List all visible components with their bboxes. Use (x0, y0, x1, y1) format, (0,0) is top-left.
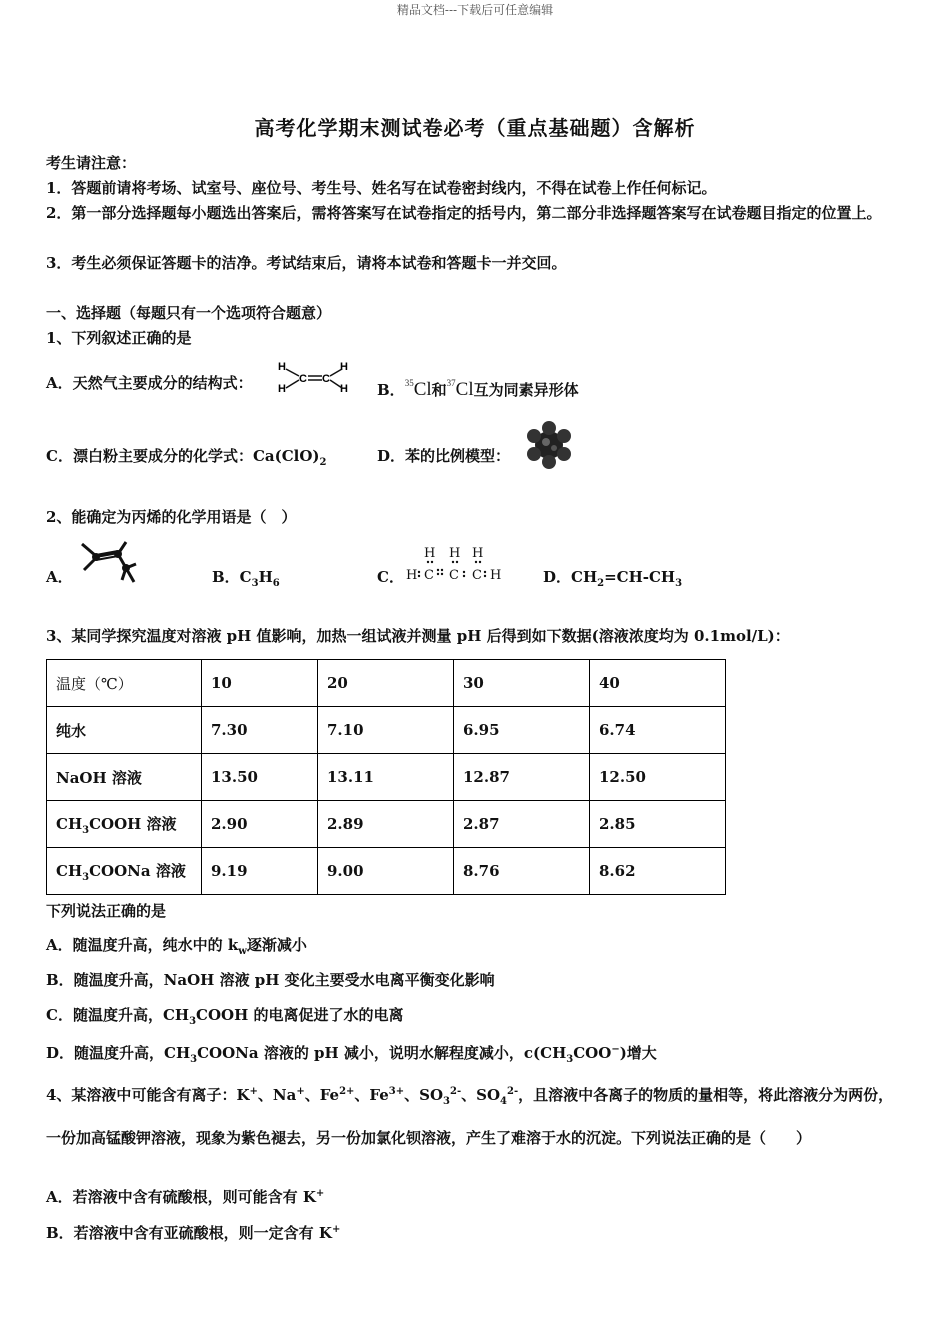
q4-sup: 3+ (388, 1086, 405, 1097)
document-title: 高考化学期末测试卷必考（重点基础题）含解析 (254, 116, 696, 140)
q3-option-a-sub: w (238, 946, 247, 957)
q2-option-d-sub2: 3 (675, 578, 683, 589)
q1-option-c (46, 445, 326, 474)
q3-option-a-post: 逐渐减小 (246, 936, 307, 954)
q4-option-a-sup: + (315, 1188, 325, 1199)
q3-option-d (46, 1039, 657, 1071)
svg-text:C: C (299, 373, 307, 385)
table-cell: 7.30 (202, 707, 318, 754)
table-cell: 12.50 (590, 754, 726, 801)
q4-text: 、Fe (354, 1086, 389, 1104)
q4-option-b-sup: + (331, 1224, 341, 1235)
table-cell: 温度（℃） (47, 660, 202, 707)
question-2-stem: 2、能确定为丙烯的化学用语是（ ） (46, 508, 297, 526)
question-3-ask: 下列说法正确的是 (46, 902, 167, 920)
q4-sub: 3 (443, 1096, 451, 1107)
svg-text:H: H (340, 383, 348, 395)
q3-option-d-pre: D．随温度升高，CH (46, 1044, 191, 1062)
q3-option-c (46, 1004, 404, 1033)
benzene-model-image (524, 420, 574, 470)
svg-text:H: H (278, 383, 286, 395)
cell-text: CH (56, 814, 83, 833)
q1-option-c-text: C．漂白粉主要成分的化学式：Ca(ClO) (46, 447, 320, 465)
table-cell: 6.95 (454, 707, 590, 754)
q2-option-d (543, 566, 682, 595)
isotope-37-symbol: Cl (455, 379, 474, 400)
svg-text:H: H (472, 546, 484, 561)
propene-ball-stick-image (74, 538, 142, 586)
q2-option-d-pre: D．CH (543, 568, 598, 586)
q4-text: ，且溶液中各离子的物质的量相等，将此溶液分为两份，一份加高锰酸钾溶液，现象为紫色褪去，另一份加氯化钡溶液，产生了难溶于水的沉淀。下列说法正确的是（ ） (46, 1086, 894, 1147)
q2-option-b (212, 566, 280, 595)
q1-option-a: A．天然气主要成分的结构式： (46, 374, 253, 392)
cell-text: CH (56, 861, 83, 880)
q4-text: 、SO (404, 1086, 444, 1104)
q2-option-b-pre: B．C (212, 568, 252, 586)
table-cell: 30 (454, 660, 590, 707)
q4-text: 、Na (257, 1086, 297, 1104)
q3-option-b: B．随温度升高，NaOH 溶液 pH 变化主要受水电离平衡变化影响 (46, 971, 495, 989)
svg-text:C: C (449, 568, 459, 583)
table-cell: 12.87 (454, 754, 590, 801)
svg-text:H: H (406, 568, 418, 583)
notice-item-3: 3．考生必须保证答题卡的洁净。考试结束后，请将本试卷和答题卡一并交回。 (46, 254, 567, 272)
propene-electron-formula-image (404, 543, 504, 585)
q1-option-b (377, 372, 579, 401)
q2-option-b-sub2: 6 (272, 578, 280, 589)
q4-sup: 2+ (339, 1086, 355, 1097)
question-3-stem: 3、某同学探究温度对溶液 pH 值影响，加热一组试液并测量 pH 后得到如下数据(溶液浓度均为 0.1mol/L)： (46, 627, 790, 645)
table-cell: 9.00 (318, 848, 454, 895)
table-cell (47, 801, 202, 848)
q3-option-a-pre: A．随温度升高，纯水中的 k (46, 936, 239, 954)
ph-data-table (46, 659, 726, 895)
q4-text: 、Fe (304, 1086, 340, 1104)
table-cell: 6.74 (590, 707, 726, 754)
q1-option-c-sub: 2 (319, 457, 327, 468)
question-4-stem (46, 1073, 904, 1157)
q3-option-d-sub: 3 (190, 1054, 198, 1065)
q2-option-d-tail: =CH-CH (604, 568, 676, 586)
q3-option-a (46, 934, 307, 963)
q3-option-d-end: )增大 (619, 1044, 657, 1062)
table-cell: 40 (590, 660, 726, 707)
svg-text:C: C (322, 373, 330, 385)
table-row (47, 754, 726, 801)
q4-sup: 2- (450, 1086, 462, 1097)
cell-sub: 3 (82, 871, 90, 883)
question-1-stem: 1、下列叙述正确的是 (46, 329, 192, 347)
q3-option-d-post: COO (573, 1044, 612, 1062)
section-heading: 一、选择题（每题只有一个选项符合题意） (46, 304, 332, 322)
q3-option-c-post: COOH 的电离促进了水的电离 (196, 1006, 404, 1024)
q2-option-a: A． (46, 568, 73, 586)
svg-text:H: H (340, 361, 348, 373)
q1-option-b-tail: 互为同素异形体 (473, 381, 579, 399)
notice-item-2: 2．第一部分选择题每小题选出答案后，需将答案写在试卷指定的括号内，第二部分非选择题答案写在试卷题目指定的位置上。 (46, 204, 882, 222)
isotope-35-symbol: Cl (413, 379, 432, 400)
svg-text:C: C (472, 568, 482, 583)
notice-heading: 考生请注意： (46, 154, 137, 172)
q4-text: 4、某溶液中可能含有离子：K (46, 1086, 250, 1104)
table-cell: 2.89 (318, 801, 454, 848)
svg-text:H: H (490, 568, 502, 583)
table-cell (47, 848, 202, 895)
q4-option-a-pre: A．若溶液中含有硫酸根，则可能含有 K (46, 1188, 316, 1206)
q4-sup: + (296, 1086, 305, 1097)
table-cell: 13.11 (318, 754, 454, 801)
table-cell: 2.85 (590, 801, 726, 848)
methane-structure-image (276, 358, 354, 400)
table-cell: 9.19 (202, 848, 318, 895)
table-cell: 8.76 (454, 848, 590, 895)
table-cell: 2.87 (454, 801, 590, 848)
table-cell: 13.50 (202, 754, 318, 801)
notice-item-1: 1．答题前请将考场、试室号、座位号、考生号、姓名写在试卷密封线内，不得在试卷上作任何标记。 (46, 179, 717, 197)
q3-option-d-sup: − (611, 1044, 620, 1055)
table-cell: 纯水 (47, 707, 202, 754)
q2-option-b-sub1: 3 (251, 578, 259, 589)
q1-option-b-and: 和 (431, 381, 447, 399)
page-header: 精品文档---下载后可任意编辑 (396, 3, 554, 17)
table-row (47, 801, 726, 848)
q4-text: 、SO (461, 1086, 501, 1104)
q3-option-c-sub: 3 (189, 1016, 197, 1027)
q2-option-c: C． (377, 568, 404, 586)
table-cell: 7.10 (318, 707, 454, 754)
q1-option-b-label: B． (377, 381, 405, 399)
cell-text: COOH 溶液 (89, 814, 177, 833)
q1-option-d: D．苯的比例模型： (377, 447, 511, 465)
q2-option-d-sub: 2 (597, 578, 605, 589)
cell-sub: 3 (82, 824, 90, 836)
q2-option-b-mid: H (258, 568, 273, 586)
q4-option-b-pre: B．若溶液中含有亚硫酸根，则一定含有 K (46, 1224, 332, 1242)
table-cell: 10 (202, 660, 318, 707)
cell-text: COONa 溶液 (89, 861, 186, 880)
table-cell: NaOH 溶液 (47, 754, 202, 801)
table-cell: 20 (318, 660, 454, 707)
table-cell: 8.62 (590, 848, 726, 895)
svg-text:H: H (449, 546, 461, 561)
q3-option-d-sub2: 3 (566, 1054, 574, 1065)
svg-text:H: H (424, 546, 436, 561)
q4-sup: 2- (507, 1086, 519, 1097)
q4-sup: + (249, 1086, 258, 1097)
q3-option-d-mid: COONa 溶液的 pH 减小，说明水解程度减小，c(CH (197, 1044, 567, 1062)
svg-text:C: C (424, 568, 434, 583)
svg-text:H: H (278, 361, 286, 373)
q4-option-b (46, 1219, 340, 1244)
q4-option-a (46, 1183, 324, 1208)
q4-sub: 4 (500, 1096, 507, 1107)
isotope-37-mass: 37 (446, 378, 456, 388)
table-header-row (47, 660, 726, 707)
table-cell: 2.90 (202, 801, 318, 848)
table-row (47, 707, 726, 754)
q3-option-c-pre: C．随温度升高，CH (46, 1006, 190, 1024)
isotope-35-mass: 35 (404, 378, 414, 388)
table-row (47, 848, 726, 895)
